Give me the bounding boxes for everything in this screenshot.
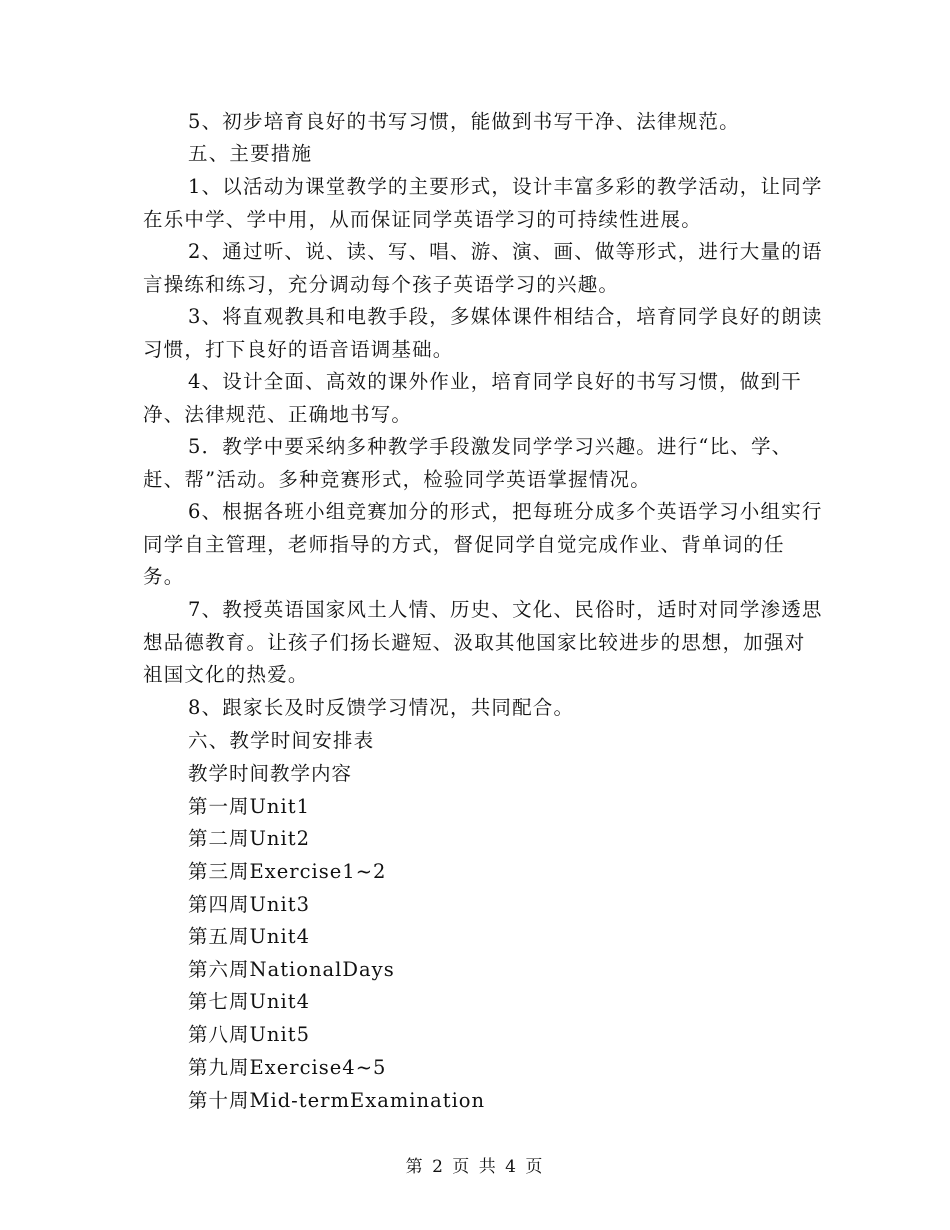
paragraph-measure-8: 8、跟家长及时反馈学习情况，共同配合。 (188, 696, 575, 719)
page-number-footer: 第 2 页 共 4 页 (405, 1157, 545, 1177)
paragraph-measure-6: 6、根据各班小组竞赛加分的形式，把每班分成多个英语学习小组实行同学自主管理，老师指导的方式，督促同学自觉完成作业、背单词的任务。 (143, 500, 823, 588)
paragraph-measure-3: 3、将直观教具和电教手段，多媒体课件相结合，培育同学良好的朗读习惯，打下良好的语音语调基础。 (143, 305, 823, 361)
paragraph-measure-2: 2、通过听、说、读、写、唱、游、演、画、做等形式，进行大量的语言操练和练习，充分调动每个孩子英语学习的兴趣。 (143, 240, 823, 296)
schedule-row: 第五周Unit4 (188, 925, 310, 948)
paragraph-measure-7: 7、教授英语国家风土人情、历史、文化、民俗时，适时对同学渗透思想品德教育。让孩子们扬长避短、汲取其他国家比较进步的思想，加强对祖国文化的热爱。 (143, 598, 823, 686)
section-heading-main-measures: 五、主要措施 (188, 142, 313, 165)
schedule-header: 教学时间教学内容 (188, 762, 353, 785)
schedule-row: 第一周Unit1 (188, 795, 310, 818)
schedule-row: 第六周NationalDays (188, 958, 395, 981)
paragraph-measure-1: 1、以活动为课堂教学的主要形式，设计丰富多彩的教学活动，让同学在乐中学、学中用，从而保证同学英语学习的可持续性进展。 (143, 175, 823, 231)
paragraph-writing-habits: 5、初步培育良好的书写习惯，能做到书写干净、法律规范。 (188, 110, 740, 133)
schedule-row: 第十周Mid-termExamination (188, 1089, 486, 1112)
schedule-row: 第九周Exercise4~5 (188, 1056, 387, 1079)
section-heading-schedule: 六、教学时间安排表 (188, 729, 375, 752)
schedule-row: 第八周Unit5 (188, 1023, 310, 1046)
schedule-row: 第二周Unit2 (188, 827, 310, 850)
paragraph-measure-5: 5．教学中要采纳多种教学手段激发同学学习兴趣。进行“比、学、赶、帮”活动。多种竞赛形式，检验同学英语掌握情况。 (143, 435, 793, 491)
schedule-row: 第四周Unit3 (188, 893, 310, 916)
schedule-row: 第三周Exercise1~2 (188, 860, 387, 883)
paragraph-measure-4: 4、设计全面、高效的课外作业，培育同学良好的书写习惯，做到干净、法律规范、正确地书写。 (143, 370, 802, 426)
schedule-row: 第七周Unit4 (188, 990, 310, 1013)
